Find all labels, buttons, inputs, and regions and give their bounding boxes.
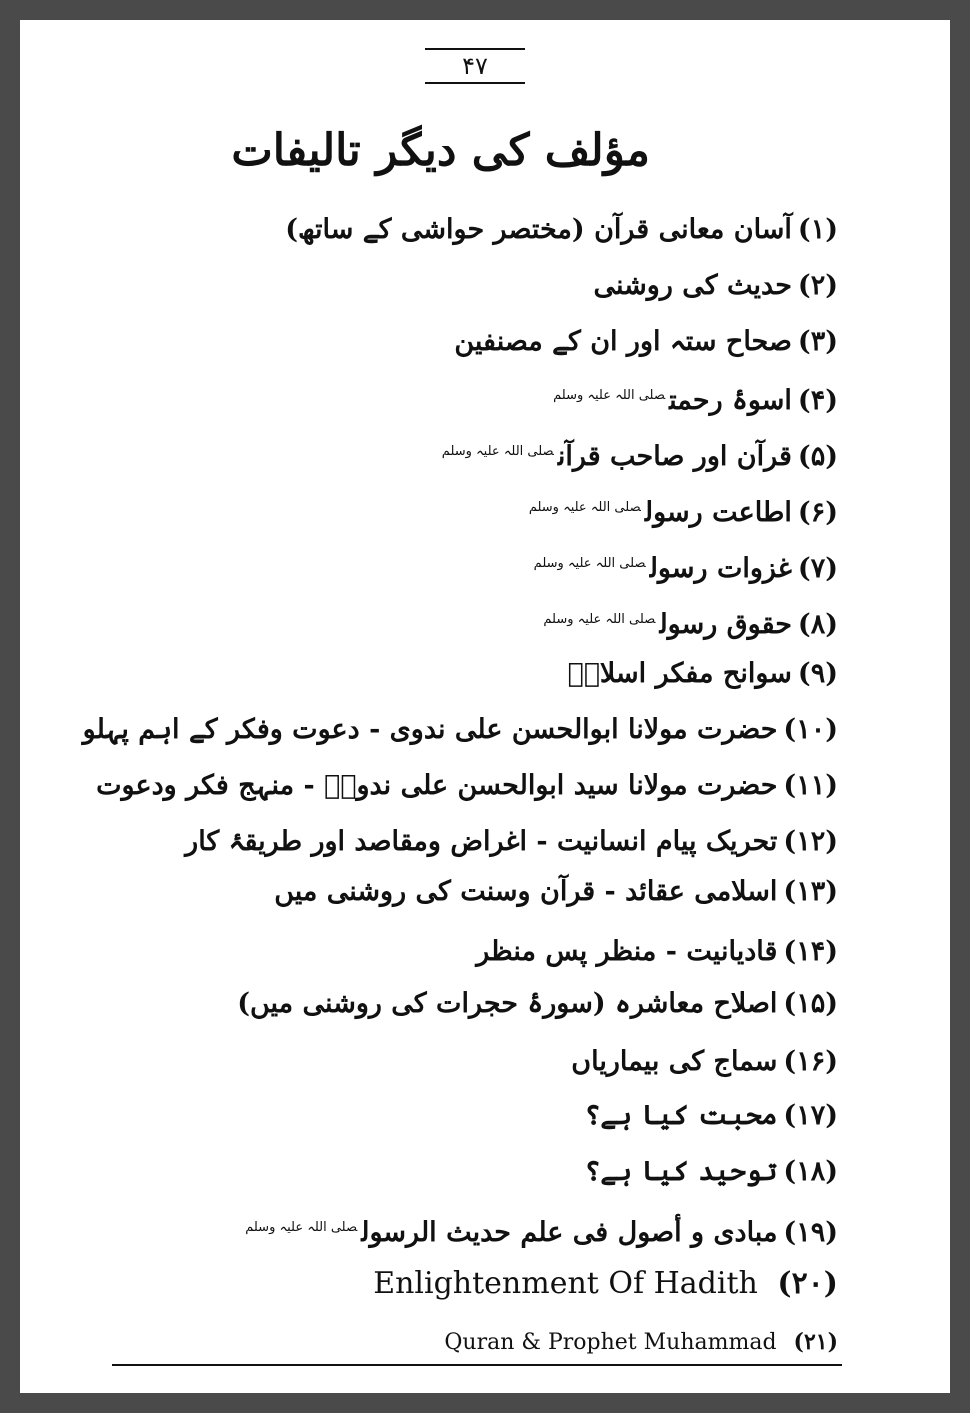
list-item-21: Quran & Prophet Muhammad (۲۱) [444, 1329, 838, 1355]
salutation-mark: صلی اللہ علیہ وسلم [441, 444, 554, 459]
list-item-1: (۱)آسان معانی قرآن (مختصر حواشی کے ساتھ) [285, 214, 838, 245]
salutation-mark: صلی اللہ علیہ وسلم [528, 500, 641, 515]
list-item-5: (۵)قرآن اور صاحب قرآن$^{صلی اللہ علیہ وسلم}$ [441, 441, 838, 472]
list-item-14: (۱۴)قادیانیت - منظر پس منظر [476, 936, 838, 967]
list-item-15: (۱۵)اصلاح معاشرہ (سورۂ حجرات کی روشنی میں) [237, 988, 838, 1019]
list-item-13: (۱۳)اسلامی عقائد - قرآن وسنت کی روشنی میں [274, 876, 838, 907]
list-item-9: (۹)سوانح مفکر اسلامؒ [567, 658, 838, 689]
page-number: ۴۷ [462, 52, 488, 80]
list-item-12: (۱۲)تحریک پیام انسانیت - اغراض ومقاصد اور طریقۂ کار [185, 826, 838, 857]
salutation-mark: صلی اللہ علیہ وسلم [245, 1220, 358, 1235]
bottom-rule [112, 1364, 842, 1366]
list-item-20: Enlightenment Of Hadith (۲۰) [373, 1266, 838, 1301]
list-item-4: (۴)اسوۂ رحمت$^{صلی اللہ علیہ وسلم}$ [553, 385, 838, 416]
list-item-19: (۱۹)مبادی و أصول فی علم حدیث الرسول$^{صلی اللہ علیہ وسلم}$ [245, 1217, 838, 1248]
list-item-18: (۱۸)توحید کیا ہے؟ [584, 1156, 838, 1187]
list-item-10: (۱۰)حضرت مولانا ابوالحسن علی ندوی - دعوت وفکر کے اہم پہلو [82, 714, 838, 745]
document-page [20, 20, 950, 1393]
page-title: مؤلف کی دیگر تالیفات [231, 125, 650, 176]
salutation-mark: صلی اللہ علیہ وسلم [533, 556, 646, 571]
list-item-3: (۳)صحاح ستہ اور ان کے مصنفین [454, 326, 838, 357]
list-item-16: (۱۶)سماج کی بیماریاں [571, 1046, 838, 1077]
list-item-2: (۲)حدیث کی روشنی [593, 270, 838, 301]
list-item-7: (۷)غزوات رسول$^{صلی اللہ علیہ وسلم}$ [533, 553, 838, 584]
list-item-11: (۱۱)حضرت مولانا سید ابوالحسن علی ندویؒ - منہج فکر ودعوت [96, 770, 838, 801]
list-item-8: (۸)حقوق رسول$^{صلی اللہ علیہ وسلم}$ [543, 609, 838, 640]
salutation-mark: صلی اللہ علیہ وسلم [553, 388, 666, 403]
list-item-17: (۱۷)محبت کیا ہے؟ [584, 1100, 838, 1131]
list-item-6: (۶)اطاعت رسول$^{صلی اللہ علیہ وسلم}$ [528, 497, 838, 528]
salutation-mark: صلی اللہ علیہ وسلم [543, 612, 656, 627]
works-list [20, 20, 950, 1393]
